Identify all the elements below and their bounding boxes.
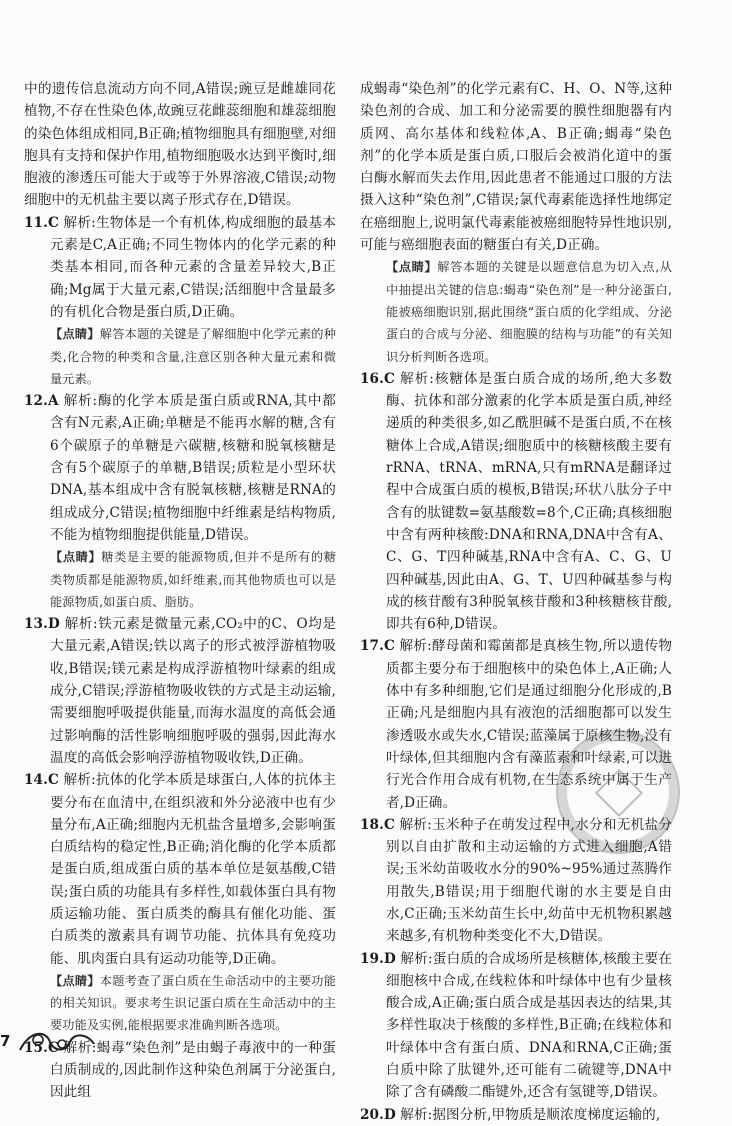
answer-number: 20.D [360,1106,396,1123]
answer-text: 解析:据图分析,甲物质是顺浓度梯度运输的, [400,1106,661,1123]
answer-text: 解析:酵母菌和霉菌都是真核生物,所以遗传物质都主要分布于细胞核中的染色体上,A正确;人体中有多种细胞,它们是通过细胞分化形成的,B正确;凡是细胞内具有液泡的活细胞都可以发生渗透吸水或失水,C错误;蓝藻属于原核生物,没有叶绿体,但其细胞内含有藻蓝素和叶绿素,可以进行光合作用合成有机物,在生态系统中属于生产者,D正确。 [386,638,673,811]
answer-text: 解析:蛋白质的合成场所是核糖体,核酸主要在细胞核中合成,在线粒体和叶绿体中也有少量核酸合成,A正确;蛋白质合成是基因表达的结果,其多样性取决于核酸的多样性,B正确;在线粒体和叶绿体中含有蛋白质、DNA和RNA,C正确;蛋白质中除了肽键外,还可能有二硫键等,DNA中除了含有磷酸二酯键外,还含有氢键等,D错误。 [386,950,673,1101]
tip-note [360,256,672,367]
answer-item [24,769,336,970]
answer-text: 解析:玉米种子在萌发过程中,水分和无机盐分别以自由扩散和主动运输的方式进入细胞,A错误;玉米幼苗吸收水分的90%~95%通过蒸腾作用散失,B错误;用于细胞代谢的水主要是自由水,C正确;玉米幼苗生长中,幼苗中无机物积累越来越多,有机物种类变化不大,D错误。 [386,816,673,945]
page-number: 7 [0,1032,11,1050]
answer-text: 解析:酶的化学本质是蛋白质或RNA,其中都含有N元素,A正确;单糖是不能再水解的糖,含有6个碳原子的单糖是六碳糖,核糖和脱氧核糖是含有5个碳原子的单糖,B错误;质粒是小型环状DNA,基本组成中含有脱氧核糖,核糖是RNA的组成成分,C错误;植物细胞中纤维素是结构物质,不能为植物细胞提供能量,D错误。 [50,393,337,543]
answer-number: 13.D [24,616,60,633]
answer-item [360,948,672,1104]
answer-number: 12.A [24,393,59,410]
answer-item [360,1104,672,1126]
answer-item [24,613,336,769]
tip-text: 解答本题的关键是了解细胞中化学元素的种类,化合物的种类和含量,注意区别各种大量元素和微量元素。 [50,327,336,386]
answer-text: 解析:核糖体是蛋白质合成的场所,绝大多数酶、抗体和部分激素的化学本质是蛋白质,神经递质的种类很多,如乙酰胆碱不是蛋白质,不在核糖体上合成,A错误;细胞质中的核糖核酸主要有rRNA、tRNA、mRNA,只有mRNA是翻译过程中合成蛋白质的模板,B错误;环状八肽分子中含有的肽键数=氨基酸数=8个,C正确;真核细胞中含有两种核酸:DNA和RNA,DNA中含有A、C、G、T四种碱基,RNA中含有A、C、G、U四种碱基,因此由A、G、T、U四种碱基参与构成的核苷酸有3种脱氧核苷酸和3种核糖核苷酸,即共有6种,D错误。 [386,370,672,633]
answer-text: 解析:生物体是一个有机体,构成细胞的最基本元素是C,A正确;不同生物体内的化学元素的种类基本相同,而各种元素的含量差异较大,B正确;Mg属于大量元素,C错误;活细胞中含量最多的有机化合物是蛋白质,D正确。 [50,214,337,320]
answer-item [360,368,672,636]
tip-text: 糖类是主要的能源物质,但并不是所有的糖类物质都是能源物质,如纤维素,而其他物质也可以是能源物质,如蛋白质、脂肪。 [50,550,336,609]
left-column [24,78,336,1104]
answer-item [360,814,672,948]
tip-note [24,546,336,613]
right-column [360,78,672,1126]
continued-text: 成蝎毒“染色剂”的化学元素有C、H、O、N等,这种染色剂的合成、加工和分泌需要的膜性细胞器有内质网、高尔基体和线粒体,A、B正确;蝎毒“染色剂”的化学本质是蛋白质,口服后会被消化道中的蛋白酶水解而失去作用,因此患者不能通过口服的方法摄入这种“染色剂”,C错误;氯代毒素能选择性地绑定在癌细胞上,说明氯代毒素能被癌细胞特异性地识别,可能与癌细胞表面的糖蛋白有关,D正确。 [360,81,672,254]
answer-item [360,635,672,813]
answer-number: 17.C [360,638,395,655]
answer-number: 14.C [24,772,59,789]
tip-tag: 【点睛】 [386,260,438,275]
answer-text: 解析:蝎毒“染色剂”是由蝎子毒液中的一种蛋白质制成的,因此制作这种染色剂属于分泌蛋白,因此组 [50,1039,337,1101]
answer-item [24,390,336,546]
tip-text: 解答本题的关键是以题意信息为切入点,从中抽提出关键的信息:蝎毒“染色剂”是一种分泌蛋白,能被癌细胞识别,据此围绕“蛋白质的化学组成、分泌蛋白的合成与分泌、细胞膜的结构与功能”的有关知识分析判断各选项。 [386,260,672,364]
tip-tag: 【点睛】 [50,327,100,342]
tip-tag: 【点睛】 [50,550,102,565]
answer-text: 解析:抗体的化学本质是球蛋白,人体的抗体主要分布在血清中,在组织液和外分泌液中也有少量分布,A正确;细胞内无机盐含量增多,会影响蛋白质结构的稳定性,B正确;消化酶的化学本质都是蛋白质,组成蛋白质的基本单位是氨基酸,C错误;蛋白质的功能具有多样性,如载体蛋白具有物质运输功能、蛋白质类的酶具有催化功能、蛋白质类的激素具有调节功能、抗体具有免疫功能、肌肉蛋白具有运动功能等,D正确。 [50,772,337,967]
answer-number: 15.C [24,1039,59,1056]
answer-number: 11.C [24,214,59,231]
answer-number: 16.C [360,370,395,387]
answer-text: 解析:铁元素是微量元素,CO₂中的C、O均是大量元素,A错误;铁以离子的形式被浮游植物吸收,B错误;镁元素是构成浮游植物叶绿素的组成成分,C错误;浮游植物吸收铁的方式是主动运输,需要细胞呼吸提供能量,而海水温度的高低会通过影响酶的活性影响细胞呼吸的强弱,因此海水温度的高低会影响浮游植物吸收铁,D正确。 [50,616,337,766]
continued-text: 中的遗传信息流动方向不同,A错误;豌豆是雌雄同花植物,不存在性染色体,故豌豆花雌蕊细胞和雄蕊细胞的染色体组成相同,B正确;植物细胞具有细胞壁,对细胞具有支持和保护作用,植物细胞吸水达到平衡时,细胞液的渗透压可能大于或等于外界溶液,C错误;动物细胞中的无机盐主要以离子形式存在,D错误。 [24,81,336,209]
answer-number: 19.D [360,950,396,967]
tip-tag: 【点睛】 [50,973,100,988]
answer-number: 18.C [360,816,395,833]
answer-item [24,212,336,323]
swirl-ornament-icon [10,1024,100,1058]
tip-text: 本题考查了蛋白质在生命活动中的主要功能的相关知识。要求考生识记蛋白质在生命活动中的主要功能及实例,能根据要求准确判断各选项。 [50,973,336,1033]
tip-note [24,323,336,390]
